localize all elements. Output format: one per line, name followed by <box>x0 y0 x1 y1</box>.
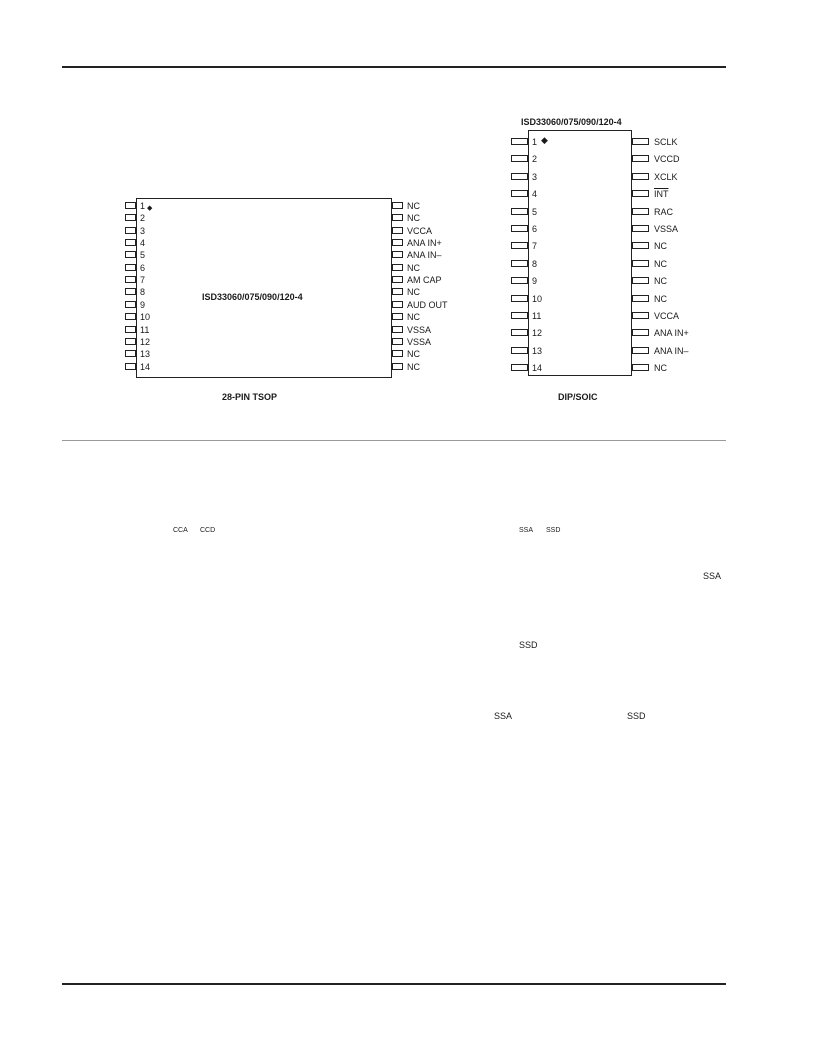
pin-stub <box>632 329 649 336</box>
pin-name: ANA IN+ <box>407 238 442 249</box>
pin-stub <box>632 277 649 284</box>
pin-stub <box>632 138 649 145</box>
pin-stub <box>125 313 136 320</box>
pin-name: NC <box>654 258 667 269</box>
pin-number: 2 <box>532 154 538 165</box>
pin-stub <box>125 326 136 333</box>
pin-stub <box>511 208 528 215</box>
pin-number: 13 <box>140 349 151 360</box>
pin-number: 5 <box>140 250 146 261</box>
pin-stub <box>392 338 403 345</box>
pin-number: 5 <box>532 206 538 217</box>
dip-part-number: ISD33060/075/090/120-4 <box>521 117 622 127</box>
pin-stub <box>511 329 528 336</box>
pin-stub <box>632 173 649 180</box>
pin-stub <box>632 242 649 249</box>
pin-stub <box>125 363 136 370</box>
pin-stub <box>125 301 136 308</box>
pin-name: NC <box>654 276 667 287</box>
pin-number: 14 <box>140 361 151 372</box>
pin1-marker-icon: ◆ <box>147 205 153 212</box>
pin-stub <box>125 202 136 209</box>
pin-name: $\overline{INT}$ <box>654 189 669 200</box>
pin-stub <box>511 260 528 267</box>
pin-name: NC <box>654 363 667 374</box>
pin-name: RAC <box>654 206 674 217</box>
pin-number: 6 <box>532 224 538 234</box>
pin-stub <box>511 190 528 197</box>
vcca-subscript: CCA <box>173 527 188 534</box>
pin-number: 10 <box>532 293 543 304</box>
pin-stub <box>632 312 649 319</box>
pin-stub <box>511 155 528 162</box>
pin-name: ANA IN– <box>654 345 689 356</box>
pin-stub <box>125 338 136 345</box>
dip-caption: DIP/SOIC <box>558 392 598 402</box>
pin-name: NC <box>654 241 667 252</box>
tsop-part-number: ISD33060/075/090/120-4 <box>202 292 303 302</box>
pin-stub <box>392 313 403 320</box>
pin-name: VSSA <box>407 324 432 335</box>
pin-number: 12 <box>140 336 151 347</box>
pin-number: 13 <box>532 345 543 356</box>
pin-stub <box>511 138 528 145</box>
pin-stub <box>392 350 403 357</box>
pin-stub <box>125 350 136 357</box>
pin-number: 11 <box>532 311 542 321</box>
vssd-subscript: SSD <box>546 527 561 534</box>
pin-stub <box>392 239 403 246</box>
bottom-rule <box>62 983 726 985</box>
pin-name: NC <box>407 312 420 323</box>
vssa-subscript: SSA <box>519 527 534 534</box>
pin-number: 7 <box>532 241 538 252</box>
pin-name: SCLK <box>654 137 678 147</box>
pin-stub <box>125 288 136 295</box>
pin-number: 12 <box>532 328 543 339</box>
top-rule <box>62 66 726 68</box>
section-divider <box>62 440 726 441</box>
pin1-marker-icon: ◆ <box>541 135 548 145</box>
pin-number: 2 <box>140 213 146 224</box>
pin-number: 1 <box>140 201 146 211</box>
pin-stub <box>392 301 403 308</box>
pin-stub <box>125 239 136 246</box>
pin-name: NC <box>407 287 420 298</box>
pin-stub <box>392 288 403 295</box>
pin-stub <box>392 264 403 271</box>
pin-name: NC <box>407 201 420 211</box>
pin-name: ANA IN+ <box>654 328 689 339</box>
pin-name: VCCA <box>654 311 680 321</box>
pin-number: 3 <box>532 171 538 182</box>
pin-stub <box>511 312 528 319</box>
pin-number: 3 <box>140 225 146 236</box>
pin-name: NC <box>407 361 420 372</box>
pin-stub <box>632 260 649 267</box>
pin-name: VCCA <box>407 225 433 236</box>
pin-stub <box>392 363 403 370</box>
pin-stub <box>125 214 136 221</box>
pin-stub <box>511 173 528 180</box>
vssa-subscript: SSA <box>703 571 722 581</box>
pin-name: NC <box>407 262 420 273</box>
pin-name: NC <box>407 213 420 224</box>
pin-number: 11 <box>140 324 150 335</box>
pin-name: ANA IN– <box>407 250 442 261</box>
pin-number: 4 <box>532 189 538 200</box>
pin-name: XCLK <box>654 171 678 182</box>
pin-name: AM CAP <box>407 275 442 286</box>
vssd-subscript: SSD <box>627 711 646 721</box>
vssa-subscript: SSA <box>494 711 513 721</box>
vssd-subscript: SSD <box>519 640 538 650</box>
tsop-caption: 28-PIN TSOP <box>222 392 278 402</box>
pin-number: 6 <box>140 262 146 273</box>
pin-stub <box>511 295 528 302</box>
pin-stub <box>632 208 649 215</box>
pin-stub <box>511 347 528 354</box>
pin-stub <box>125 251 136 258</box>
pin-stub <box>632 295 649 302</box>
pin-number: 8 <box>140 287 146 298</box>
pin-stub <box>392 251 403 258</box>
pin-name: AUD OUT <box>407 299 448 310</box>
pin-name: VSSA <box>654 224 679 234</box>
pin-stub <box>392 276 403 283</box>
vccd-subscript: CCD <box>200 527 216 534</box>
pin-stub <box>125 276 136 283</box>
pin-stub <box>632 225 649 232</box>
pin-number: 1 <box>532 137 538 147</box>
pin-stub <box>125 264 136 271</box>
pin-stub <box>632 155 649 162</box>
pin-stub <box>392 227 403 234</box>
pin-number: 9 <box>140 299 146 310</box>
pin-number: 4 <box>140 238 146 249</box>
pin-name: NC <box>407 349 420 360</box>
pin-number: 14 <box>532 363 543 374</box>
pin-stub <box>392 326 403 333</box>
pin-stub <box>392 214 403 221</box>
pin-stub <box>511 277 528 284</box>
pin-number: 8 <box>532 258 538 269</box>
tsop-package-body <box>136 198 392 378</box>
pin-name: NC <box>654 293 667 304</box>
pin-stub <box>392 202 403 209</box>
pin-stub <box>511 225 528 232</box>
pin-number: 7 <box>140 275 146 286</box>
pin-stub <box>125 227 136 234</box>
pin-number: 9 <box>532 276 538 287</box>
pin-stub <box>632 347 649 354</box>
pin-stub <box>632 190 649 197</box>
pin-stub <box>511 364 528 371</box>
pin-name: VSSA <box>407 336 432 347</box>
pin-number: 10 <box>140 312 151 323</box>
pin-name: VCCD <box>654 154 680 165</box>
pin-stub <box>511 242 528 249</box>
dip-package-body <box>528 130 632 376</box>
pin-stub <box>632 364 649 371</box>
